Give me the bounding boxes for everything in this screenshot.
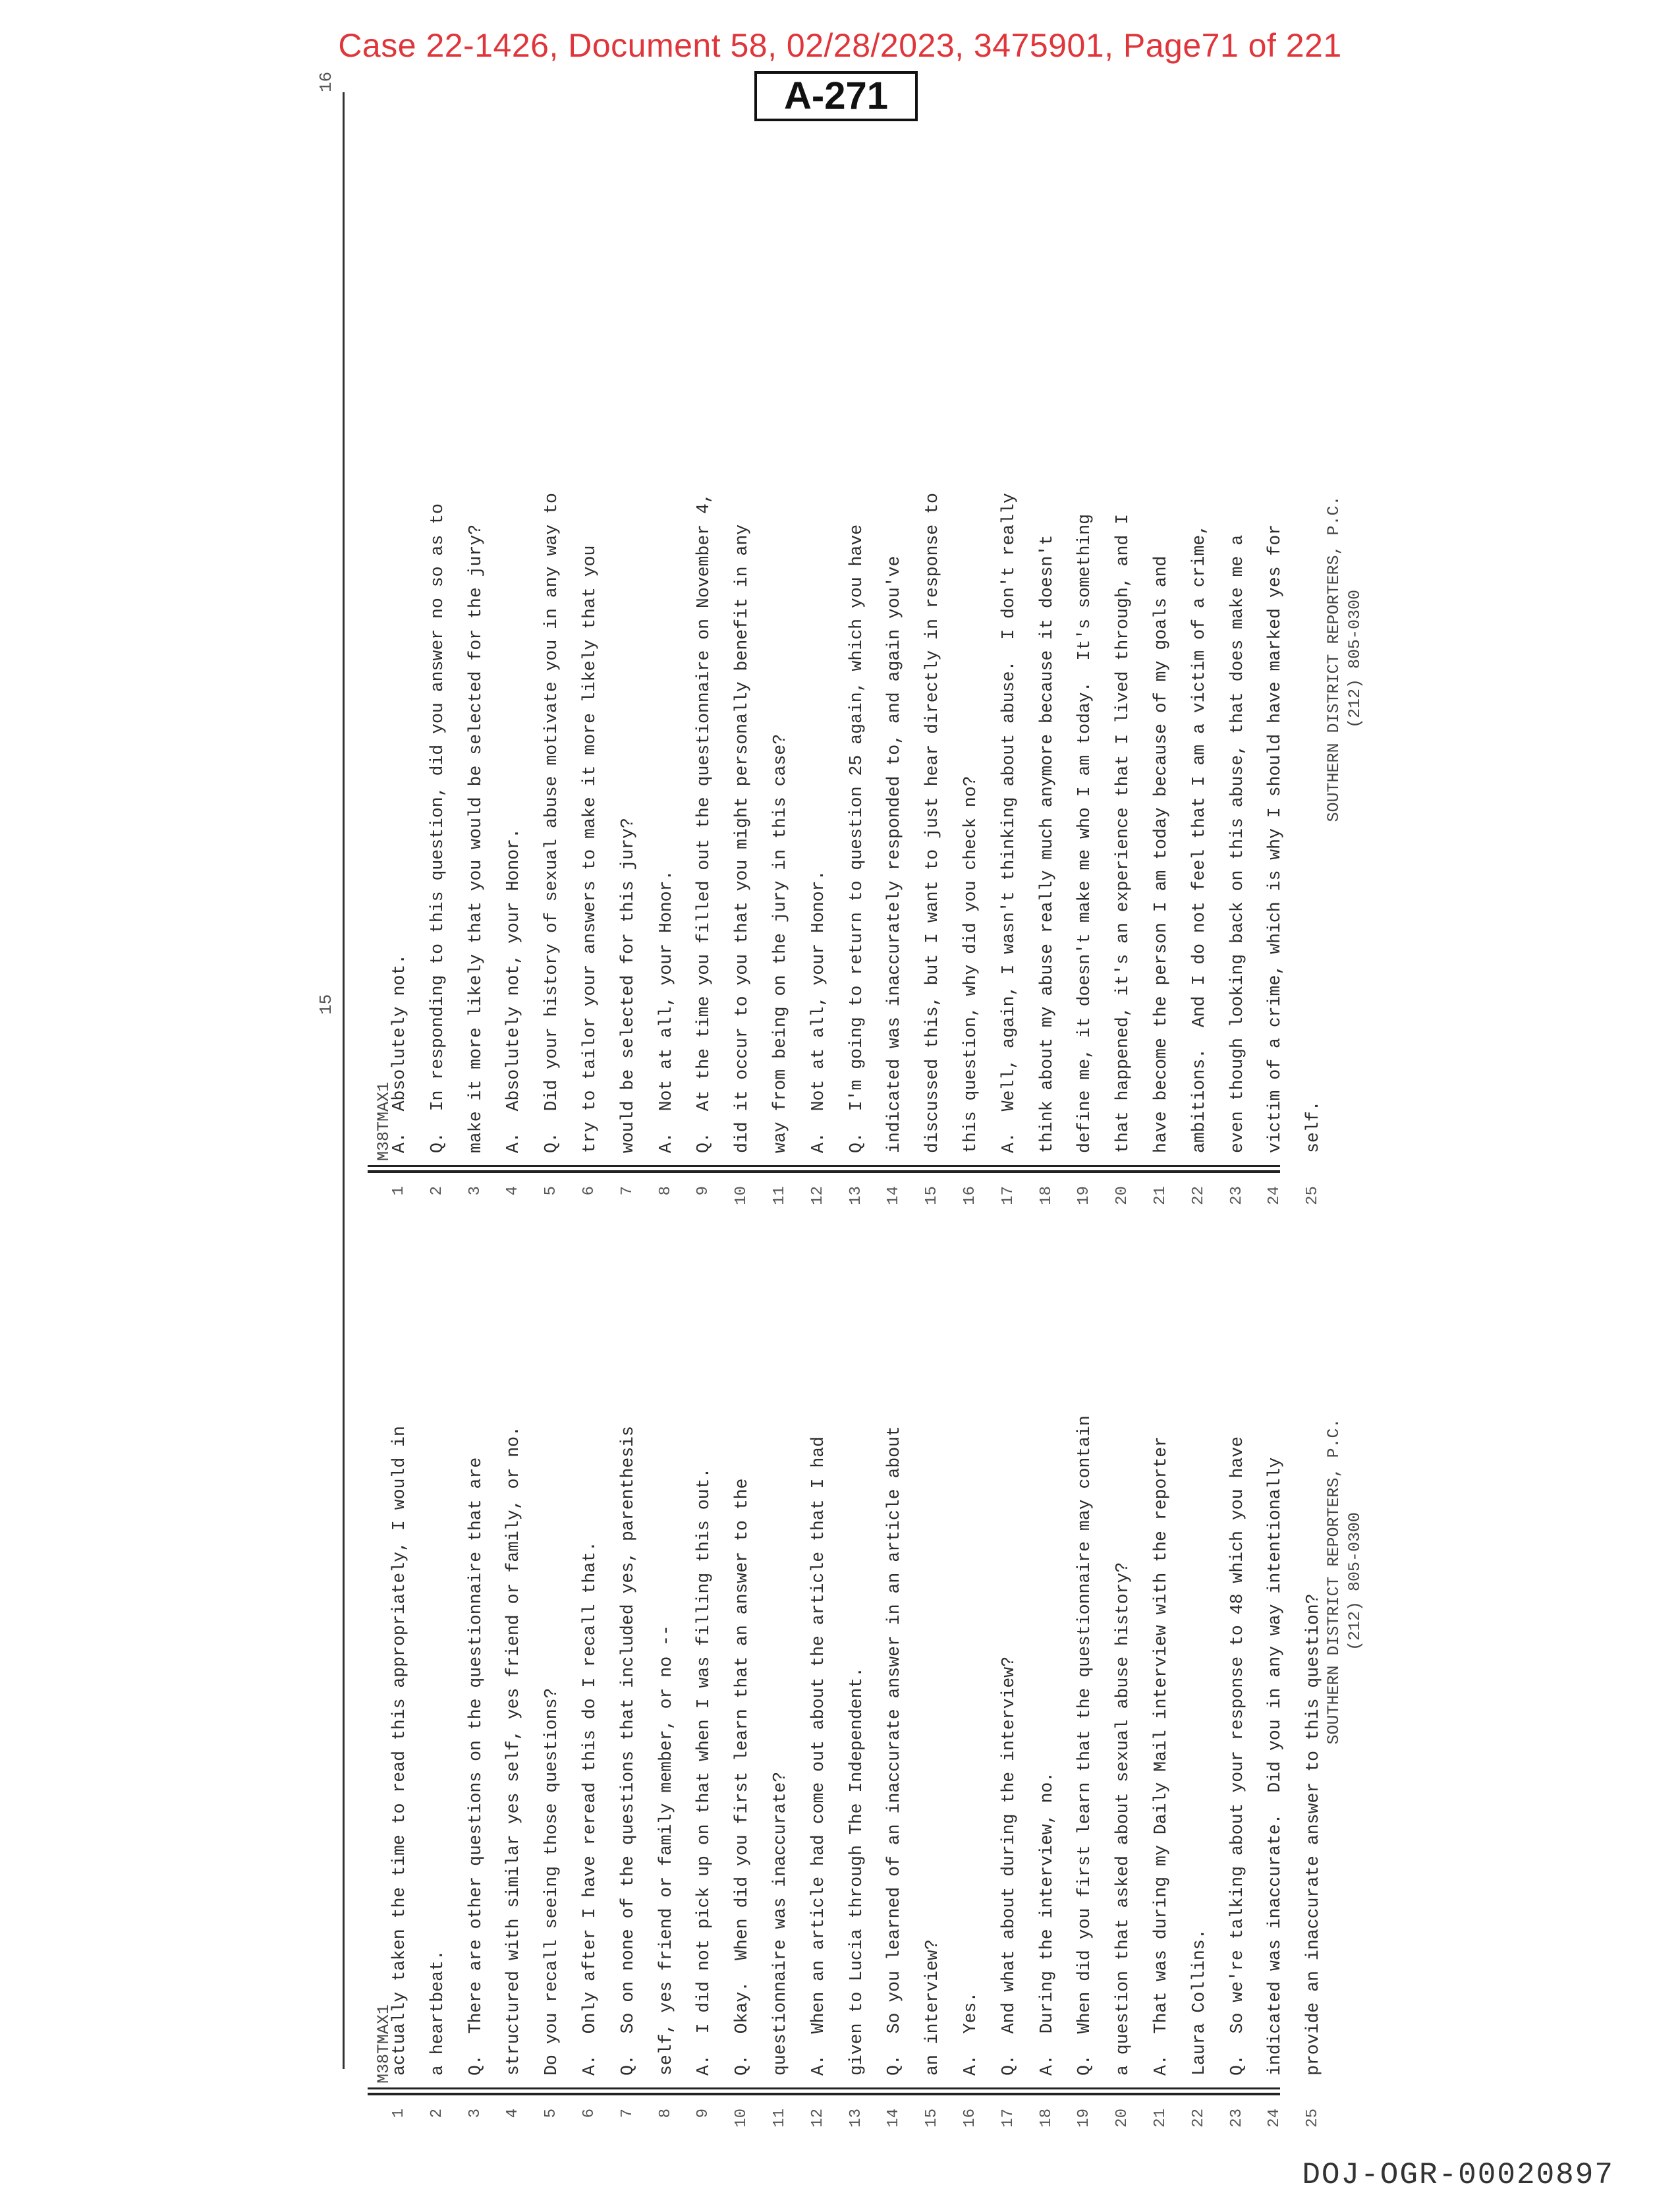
line-text: Q. So we're talking about your response to 48 which you have <box>1227 1436 1247 2076</box>
line-number: 21 <box>1152 2109 1169 2128</box>
line-text: Q. Did your history of sexual abuse motivate you in any way to <box>542 493 562 1153</box>
line-number: 11 <box>771 2109 789 2128</box>
transcript-line <box>721 119 762 1239</box>
line-text: did it occur to you that you might personally benefit in any <box>732 524 752 1153</box>
line-number: 8 <box>656 1186 675 1196</box>
line-text: that happened, it's an experience that I lived through, and I <box>1113 513 1133 1153</box>
transcript-line <box>531 119 572 1239</box>
line-text: A. Absolutely not. <box>389 953 409 1153</box>
line-text: given to Lucia through The Independent. <box>846 1666 866 2076</box>
transcript-line <box>569 119 610 1239</box>
line-text: ambitions. And I do not feel that I am a victim of a crime, <box>1189 524 1209 1153</box>
line-number: 4 <box>504 1186 522 1196</box>
line-text: discussed this, but I want to just hear directly in response to <box>922 493 943 1153</box>
reporter-footer: SOUTHERN DISTRICT REPORTERS, P.C. <box>1324 496 1343 822</box>
transcript-line <box>912 119 953 1239</box>
transcript-line <box>607 119 648 1239</box>
line-number: 24 <box>1266 2109 1284 2128</box>
line-number: 23 <box>1227 2109 1246 2128</box>
transcript-line <box>836 119 877 1239</box>
line-text: Q. So on none of the questions that included yes, parenthesis <box>617 1426 638 2076</box>
line-text: an interview? <box>922 1939 943 2076</box>
line-number: 4 <box>504 2109 522 2118</box>
line-number: 5 <box>542 2109 561 2118</box>
transcript-line <box>379 119 420 1239</box>
line-text: way from being on the jury in this case? <box>770 733 790 1153</box>
line-number: 16 <box>961 2109 979 2128</box>
reporter-footer: SOUTHERN DISTRICT REPORTERS, P.C. <box>1324 1418 1343 1745</box>
line-number: 16 <box>961 1186 979 1205</box>
line-text: A. Not at all, your Honor. <box>808 870 828 1153</box>
line-text: A. That was during my Daily Mail interview with the reporter <box>1151 1436 1171 2076</box>
transcript-line <box>988 119 1029 1239</box>
line-number: 9 <box>694 1186 713 1196</box>
bates-number: DOJ-OGR-00020897 <box>1302 2158 1614 2192</box>
line-text: provide an inaccurate answer to this question? <box>1303 1593 1324 2076</box>
line-text: make it more likely that you would be selected for the jury? <box>465 524 486 1153</box>
line-text: indicated was inaccurate. Did you in any way intentionally <box>1265 1457 1285 2076</box>
line-number: 7 <box>618 2109 636 2118</box>
line-number: 10 <box>733 1186 751 1205</box>
transcript-line <box>950 119 991 1239</box>
transcript-line <box>1254 119 1295 1239</box>
line-number: 13 <box>847 1186 865 1205</box>
line-text: A. Yes. <box>961 1991 980 2076</box>
line-number: 18 <box>1037 2109 1055 2128</box>
page-number: 16 <box>316 71 336 92</box>
line-text: A. I did not pick up on that when I was filling this out. <box>694 1467 714 2076</box>
transcript-line <box>455 119 496 1239</box>
line-text: self. <box>1303 1100 1324 1153</box>
line-text: A. When an article had come out about the article that I had <box>808 1436 828 2076</box>
line-text: a question that asked about sexual abuse history? <box>1113 1562 1133 2076</box>
line-text: think about my abuse really much anymore because it doesn't <box>1036 534 1057 1153</box>
line-text: Q. At the time you filled out the questionnaire on November 4, <box>694 493 714 1153</box>
transcript-line <box>1064 119 1105 1239</box>
line-text: try to tailor your answers to make it more likely that you <box>580 545 600 1153</box>
transcript-line <box>1140 119 1181 1239</box>
line-number: 8 <box>656 2109 675 2118</box>
header-rule <box>343 1015 345 2069</box>
line-number: 1 <box>390 1186 408 1196</box>
page-number: 15 <box>316 994 336 1015</box>
line-number: 12 <box>808 1186 827 1205</box>
line-number: 1 <box>390 2109 408 2118</box>
line-text: even though looking back on this abuse, that does make me a <box>1227 534 1247 1153</box>
line-number: 3 <box>466 2109 484 2118</box>
line-number: 25 <box>1304 2109 1322 2128</box>
line-number: 19 <box>1075 1186 1094 1205</box>
line-number: 6 <box>580 1186 598 1196</box>
transcript-line <box>760 119 800 1239</box>
line-text: this question, why did you check no? <box>961 776 980 1153</box>
line-text: Laura Collins. <box>1189 1929 1209 2076</box>
line-text: a heartbeat. <box>427 1950 447 2076</box>
transcript-line <box>1102 119 1143 1239</box>
reporter-phone: (212) 805-0300 <box>1345 1512 1364 1651</box>
line-number: 18 <box>1037 1186 1055 1205</box>
case-id: M38TMAX1 <box>374 2004 393 2084</box>
line-text: victim of a crime, which is why I should have marked yes for <box>1265 524 1285 1153</box>
line-number: 13 <box>847 2109 865 2128</box>
transcript-line <box>1179 119 1219 1239</box>
line-number: 24 <box>1266 1186 1284 1205</box>
line-number: 11 <box>771 1186 789 1205</box>
line-number: 2 <box>428 1186 446 1196</box>
transcript-line <box>646 119 686 1239</box>
line-text: A. During the interview, no. <box>1036 1771 1057 2076</box>
line-text: Do you recall seeing those questions? <box>542 1687 562 2076</box>
line-number: 25 <box>1304 1186 1322 1205</box>
line-text: Q. When did you first learn that the questionnaire may contain <box>1075 1415 1095 2076</box>
line-text: have become the person I am today because of my goals and <box>1151 555 1171 1153</box>
line-number: 12 <box>808 2109 827 2128</box>
line-text: A. Only after I have reread this do I recall that. <box>580 1541 600 2076</box>
line-number: 7 <box>618 1186 636 1196</box>
line-number: 15 <box>923 1186 941 1205</box>
line-text: structured with similar yes self, yes friend or family, or no. <box>503 1426 524 2076</box>
line-number: 14 <box>885 1186 903 1205</box>
line-number: 9 <box>694 2109 713 2118</box>
line-number: 22 <box>1189 1186 1208 1205</box>
header-rule <box>343 92 345 1147</box>
line-text: indicated was inaccurately responded to, and again you've <box>884 555 905 1153</box>
transcript-line <box>683 119 724 1239</box>
line-text: self, yes friend or family member, or no -- <box>656 1625 676 2076</box>
line-number: 6 <box>580 2109 598 2118</box>
line-text: Q. I'm going to return to question 25 again, which you have <box>846 524 866 1153</box>
line-text: would be selected for this jury? <box>617 818 638 1153</box>
line-text: questionnaire was inaccurate? <box>770 1771 790 2076</box>
line-text: A. Not at all, your Honor. <box>656 870 676 1153</box>
line-number: 10 <box>733 2109 751 2128</box>
transcript-line <box>1217 119 1258 1239</box>
line-text: actually taken the time to read this appropriately, I would in <box>389 1426 409 2076</box>
line-text: A. Absolutely not, your Honor. <box>503 828 524 1153</box>
line-number: 19 <box>1075 2109 1094 2128</box>
line-number: 17 <box>999 2109 1017 2128</box>
transcript-line <box>874 119 914 1239</box>
line-number: 20 <box>1113 2109 1132 2128</box>
reporter-phone: (212) 805-0300 <box>1345 589 1364 729</box>
line-number: 14 <box>885 2109 903 2128</box>
line-number: 2 <box>428 2109 446 2118</box>
line-text: Q. So you learned of an inaccurate answer in an article about <box>884 1426 905 2076</box>
transcript-line <box>798 119 839 1239</box>
line-number: 5 <box>542 1186 561 1196</box>
transcript-line <box>417 119 458 1239</box>
line-text: Q. In responding to this question, did you answer no so as to <box>427 503 447 1153</box>
case-header: Case 22-1426, Document 58, 02/28/2023, 3475901, Page71 of 221 <box>338 27 1342 64</box>
line-text: Q. Okay. When did you first learn that an answer to the <box>732 1478 752 2076</box>
line-text: Q. And what about during the interview? <box>998 1656 1019 2076</box>
line-text: define me, it doesn't make me who I am today. It's something <box>1075 513 1095 1153</box>
line-text: A. Well, again, I wasn't thinking about abuse. I don't really <box>998 493 1019 1153</box>
line-text: Q. There are other questions on the questionnaire that are <box>465 1457 486 2076</box>
line-number: 20 <box>1113 1186 1132 1205</box>
exhibit-label: A-271 <box>754 71 918 121</box>
transcript-line <box>493 119 534 1239</box>
case-id: M38TMAX1 <box>374 1081 393 1161</box>
line-number: 15 <box>923 2109 941 2128</box>
line-number: 3 <box>466 1186 484 1196</box>
transcript-line <box>1026 119 1067 1239</box>
line-number: 23 <box>1227 1186 1246 1205</box>
line-number: 22 <box>1189 2109 1208 2128</box>
line-number: 21 <box>1152 1186 1169 1205</box>
line-number: 17 <box>999 1186 1017 1205</box>
transcript-page-16 <box>264 53 1364 1205</box>
